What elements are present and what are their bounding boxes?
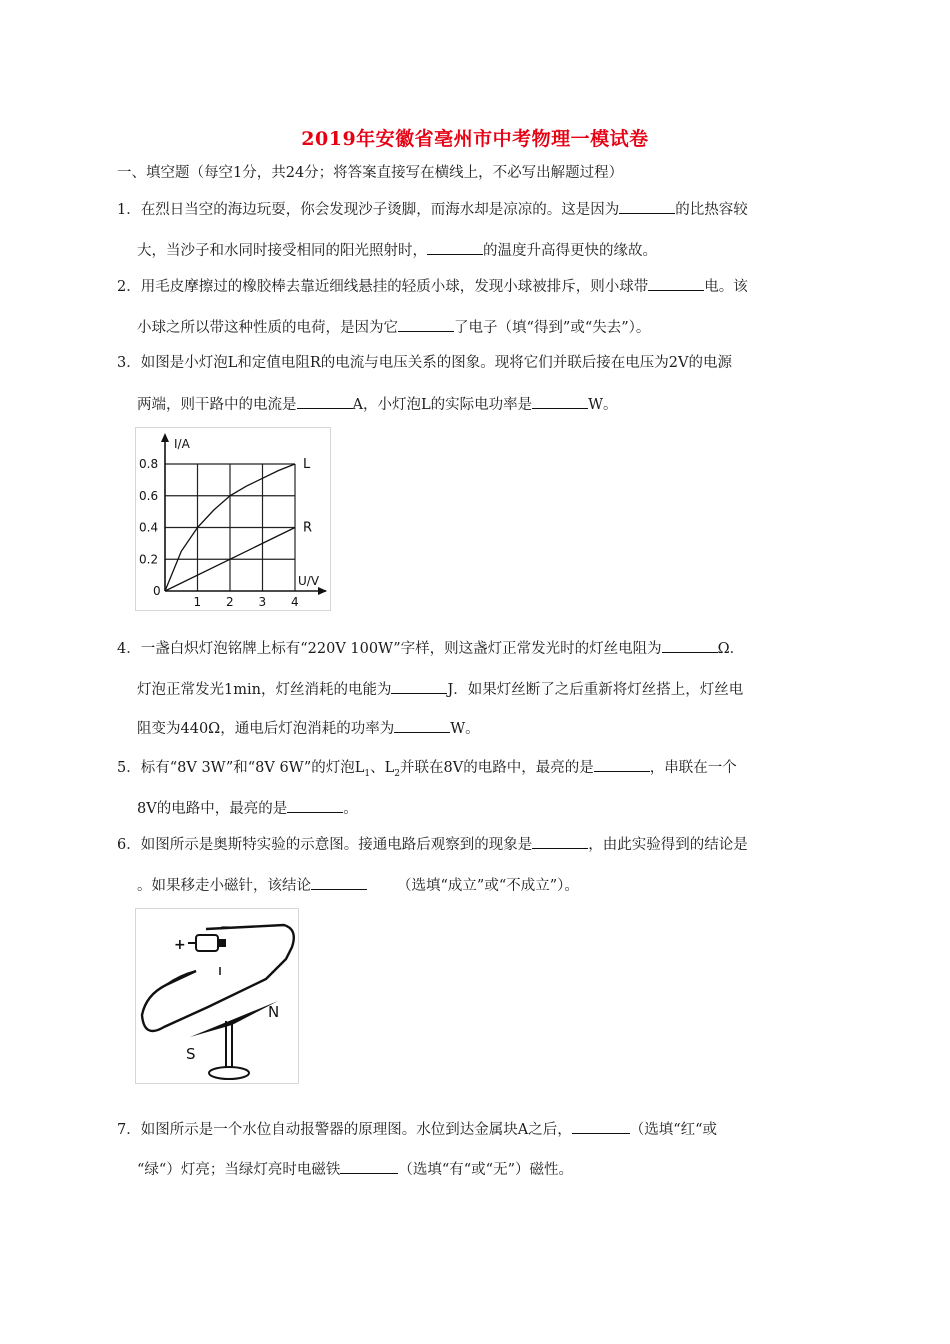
question-3-line-2	[137, 394, 618, 415]
q7-text-c: “绿“）灯亮；当绿灯亮时电磁铁	[137, 1162, 341, 1178]
q1-text-d: 的温度升高得更快的缘故。	[483, 243, 657, 259]
battery	[196, 935, 218, 951]
answer-blank[interactable]	[648, 276, 704, 291]
q7-text-d: （选填“有“或“无”）磁性。	[398, 1162, 573, 1178]
answer-blank[interactable]	[532, 394, 588, 409]
q2-text-b: 电。该	[704, 279, 748, 295]
answer-blank[interactable]	[572, 1119, 630, 1134]
question-2-line-1	[117, 276, 748, 297]
q2-text-d: 了电子（填“得到”或“失去”）。	[454, 320, 651, 336]
north-pole-label: N	[268, 1003, 280, 1021]
answer-blank[interactable]	[532, 834, 588, 849]
q6-text-a: 6．如图所示是奥斯特实验的示意图。接通电路后观察到的现象是	[117, 837, 533, 853]
stand-base	[209, 1067, 249, 1079]
x-tick-label: 2	[226, 595, 234, 609]
q5-subscript-1: 1	[364, 768, 371, 779]
answer-blank[interactable]	[619, 199, 675, 214]
question-4-line-2	[137, 679, 743, 700]
q5-text-e: 。	[343, 801, 358, 817]
q4-text-e: 阻变为440Ω，通电后灯泡消耗的功率为	[137, 721, 395, 737]
plus-sign: +	[174, 937, 186, 953]
q7-text-b: （选填“红“或	[629, 1122, 718, 1138]
q7-text-a: 7．如图所示是一个水位自动报警器的原理图。水位到达金属块A之后，	[117, 1122, 572, 1138]
x-axis-label: U/V	[298, 574, 320, 588]
x-tick-label: 4	[291, 595, 299, 609]
q3-text-a: 两端，则干路中的电流是	[137, 397, 297, 413]
q5-text-c: ，串联在一个	[649, 760, 737, 776]
answer-blank[interactable]	[340, 1159, 398, 1174]
question-7-line-2	[137, 1159, 573, 1180]
question-3-line-1: 3．如图是小灯泡L和定值电阻R的电流与电压关系的图象。现将它们并联后接在电压为2V的电源	[117, 355, 732, 371]
answer-blank[interactable]	[398, 317, 454, 332]
answer-blank[interactable]	[311, 875, 367, 890]
y-tick-label: 0.4	[139, 520, 159, 535]
x-tick-label: 1	[193, 595, 202, 609]
y-tick-label: 0.8	[139, 457, 159, 471]
q1-text-b: 的比热容较	[675, 202, 748, 218]
y-axis-label: I/A	[174, 437, 190, 451]
q4-text-a: 4．一盏白炽灯泡铭牌上标有“220V 100W”字样，则这盏灯正常发光时的灯丝电阻为	[117, 641, 662, 657]
question-2-line-2	[137, 317, 650, 338]
minus-sign: −	[220, 920, 231, 935]
oersted-experiment-figure	[135, 908, 299, 1084]
question-1-line-2	[137, 240, 657, 261]
origin-label: 0	[153, 584, 161, 598]
q5-text-b: 并联在8V的电路中，最亮的是	[400, 760, 594, 776]
question-5-line-2	[137, 798, 358, 819]
q5-text-a: 5．标有“8V 3W”和“8V 6W”的灯泡L	[117, 760, 365, 776]
q3-text-c: W。	[588, 397, 618, 413]
south-pole-label: S	[186, 1045, 196, 1063]
question-6-line-1	[117, 834, 748, 855]
magnetic-needle	[190, 1001, 278, 1037]
iu-graph-figure	[135, 427, 331, 611]
q1-text-c: 大，当沙子和水同时接受相同的阳光照射时，	[137, 243, 427, 259]
q5-text-mid: 、L	[370, 760, 395, 776]
q4-text-b: Ω．	[717, 641, 745, 657]
answer-blank[interactable]	[287, 798, 343, 813]
question-4-line-3	[137, 718, 480, 739]
answer-blank[interactable]	[391, 679, 447, 694]
q5-text-d: 8V的电路中，最亮的是	[137, 801, 288, 817]
question-5-line-1	[117, 757, 737, 784]
y-tick-label: 0.6	[139, 488, 159, 503]
q4-text-d: J．如果灯丝断了之后重新将灯丝搭上，灯丝电	[447, 682, 744, 698]
q6-text-d: （选填“成立”或“不成立”）。	[397, 878, 579, 894]
answer-blank[interactable]	[297, 394, 353, 409]
question-4-line-1	[117, 638, 744, 659]
answer-blank[interactable]	[662, 638, 718, 653]
x-tick-label: 3	[258, 595, 267, 609]
q4-text-f: W。	[450, 721, 480, 737]
q2-text-c: 小球之所以带这种性质的电荷，是因为它	[137, 320, 398, 336]
question-7-line-1	[117, 1119, 717, 1140]
answer-blank[interactable]	[427, 240, 483, 255]
q6-text-c: 。如果移走小磁针，该结论	[137, 878, 311, 894]
question-1-line-1	[117, 199, 748, 220]
answer-blank[interactable]	[594, 757, 650, 772]
iu-graph	[136, 428, 330, 610]
q2-text-a: 2．用毛皮摩擦过的橡胶棒去靠近细线悬挂的轻质小球，发现小球被排斥，则小球带	[117, 279, 649, 295]
q6-text-b: ，由此实验得到的结论是	[588, 837, 748, 853]
question-6-line-2	[137, 875, 579, 896]
oersted-diagram	[136, 909, 298, 1083]
q5-subscript-2: 2	[394, 768, 401, 779]
y-axis-arrow	[161, 433, 169, 442]
q4-text-c: 灯泡正常发光1min，灯丝消耗的电能为	[137, 682, 392, 698]
series-label-R: R	[303, 520, 313, 536]
answer-blank[interactable]	[394, 718, 450, 733]
battery-terminal	[218, 939, 226, 947]
q1-text-a: 1．在烈日当空的海边玩耍，你会发现沙子烫脚，而海水却是凉凉的。这是因为	[117, 202, 620, 218]
x-axis-arrow	[318, 587, 327, 595]
page-title: 2019年安徽省亳州市中考物理一模试卷	[301, 128, 649, 150]
q3-text-b: A，小灯泡L的实际电功率是	[352, 397, 533, 413]
section-heading: 一、填空题（每空1分，共24分；将答案直接写在横线上，不必写出解题过程）	[117, 165, 624, 181]
series-label-L: L	[303, 457, 311, 472]
y-tick-label: 0.2	[139, 552, 159, 567]
